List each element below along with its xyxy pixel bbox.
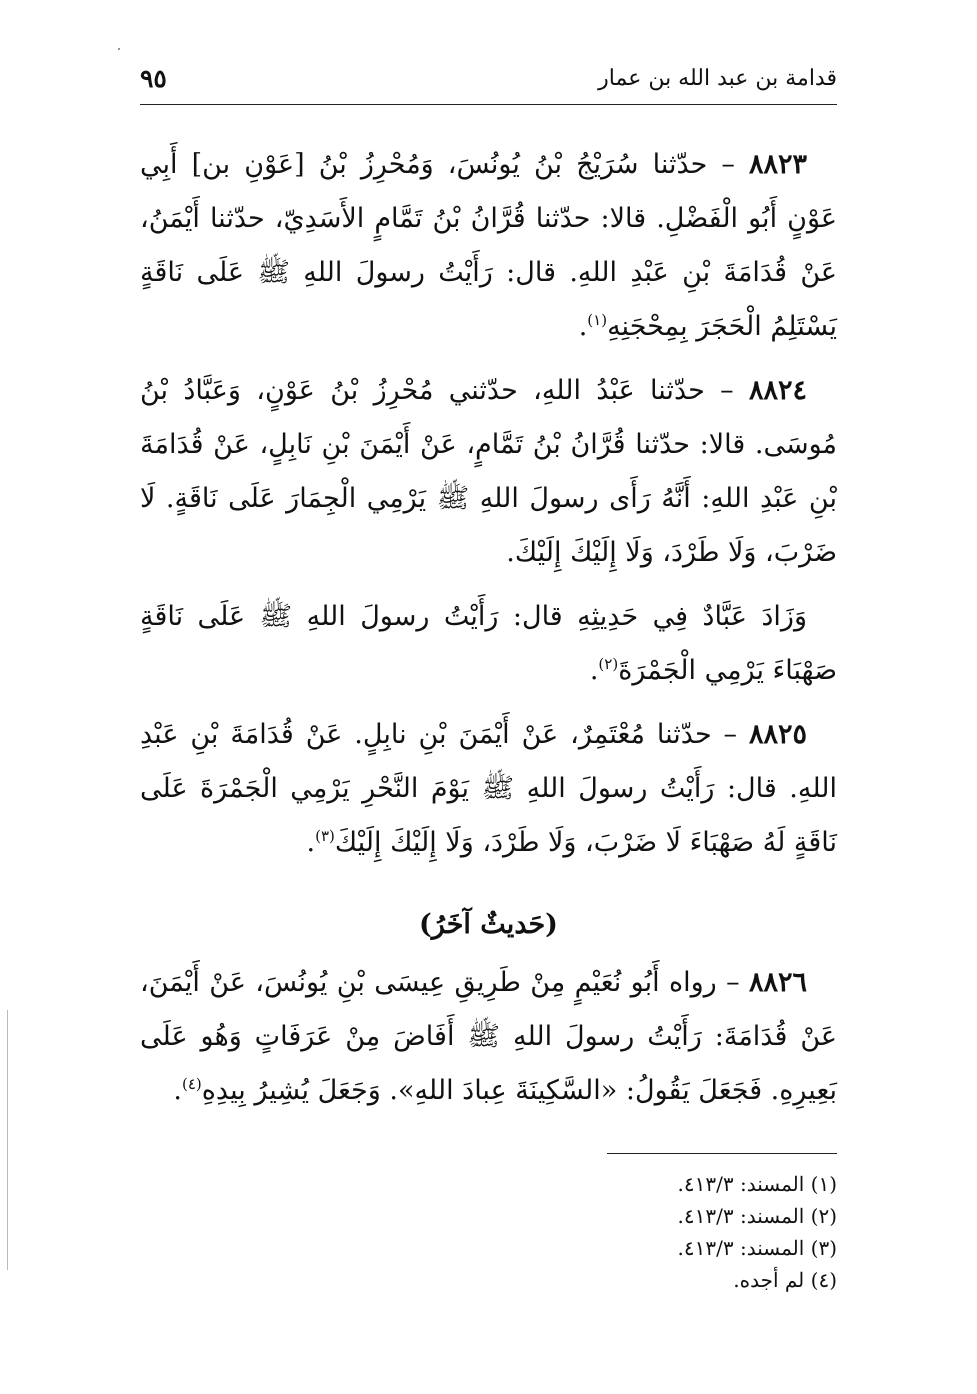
end-mark: . xyxy=(173,1075,182,1106)
hadith-paragraph xyxy=(140,364,837,580)
section-title: (حَديثٌ آخَرُ) xyxy=(419,909,558,940)
footnote-rule xyxy=(607,1153,837,1154)
hadith-text: – حدّثنا مُعْتَمِرٌ، عَنْ أَيْمَنَ بْنِ نابِلٍ. عَنْ قُدَامَةَ بْنِ عَبْدِ اللهِ. قال: رَأَيْتُ رسولَ اللهِ ﷺ يَوْمَ النَّحْرِ يَرْمِي الْجَمْرَةَ عَلَى نَاقَةٍ لَهُ صَهْبَاءَ لَا ضَرْبَ، وَلَا طَرْدَ، وَلَا إِلَيْكَ إِلَيْكَ xyxy=(140,719,837,858)
hadith-number: ٨٨٢٥ xyxy=(748,719,807,750)
footnote: (١) المسند: ٤١٣/٣. xyxy=(677,1172,837,1196)
end-mark: . xyxy=(306,827,316,858)
footnote: (٢) المسند: ٤١٣/٣. xyxy=(677,1204,837,1228)
hadith-paragraph xyxy=(140,956,837,1118)
footnote-reference: (٤) xyxy=(182,1075,202,1093)
main-text xyxy=(140,138,837,1128)
header-rule xyxy=(140,104,837,105)
footnote-reference: (٢) xyxy=(598,655,619,673)
hadith-addition-paragraph xyxy=(140,590,837,698)
hadith-number: ٨٨٢٤ xyxy=(749,375,808,406)
footnote: (٤) لم أجده. xyxy=(733,1268,837,1292)
footnote: (٣) المسند: ٤١٣/٣. xyxy=(677,1236,837,1260)
page-number: ٩٥ xyxy=(140,63,167,93)
footnotes xyxy=(140,1168,837,1296)
hadith-paragraph xyxy=(140,138,837,354)
running-title: قدامة بن عبد الله بن عمار xyxy=(598,65,837,91)
hadith-text: – حدّثنا عَبْدُ اللهِ، حدّثني مُحْرِزُ بْنُ عَوْنٍ، وَعَبَّادُ بْنُ مُوسَى. قالا: حدّثنا قُرَّانُ بْنُ تَمَّامٍ، عَنْ أَيْمَنَ بْنِ نَابِلٍ، عَنْ قُدَامَةَ بْنِ عَبْدِ اللهِ: أَنَّهُ رَأَى رسولَ اللهِ ﷺ يَرْمِي الْجِمَارَ عَلَى نَاقَةٍ. لَا ضَرْبَ، وَلَا طَرْدَ، وَلَا إِلَيْكَ إِلَيْكَ. xyxy=(140,375,837,568)
end-mark: . xyxy=(578,311,588,342)
scan-edge-line xyxy=(7,1010,8,1270)
hadith-text: – حدّثنا سُرَيْجُ بْنُ يُونُسَ، وَمُحْرِزُ بْنُ [عَوْنِ بن] أَبِي عَوْنٍ أَبُو الْفَضْلِ. قالا: حدّثنا قُرَّانُ بْنُ تَمَّامٍ الأَسَدِيّ، حدّثنا أَيْمَنُ، عَنْ قُدَامَةَ بْنِ عَبْدِ اللهِ. قال: رَأَيْتُ رسولَ اللهِ ﷺ عَلَى نَاقَةٍ يَسْتَلِمُ الْحَجَرَ بِمِحْجَنِهِ xyxy=(140,149,837,342)
hadith-text: وَزَادَ عَبَّادٌ فِي حَدِيثِهِ قال: رَأَيْتُ رسولَ اللهِ ﷺ عَلَى نَاقَةٍ صَهْبَاءَ يَرْمِي الْجَمْرَةَ xyxy=(140,601,837,686)
hadith-text: – رواه أَبُو نُعَيْمٍ مِنْ طَرِيقِ عِيسَى بْنِ يُونُسَ، عَنْ أَيْمَنَ، عَنْ قُدَامَةَ: رَأَيْتُ رسولَ اللهِ ﷺ أَفَاضَ مِنْ عَرَفَاتٍ وَهُو عَلَى بَعِيرِهِ. فَجَعَلَ يَقُولُ: «السَّكِينَةَ عِبادَ اللهِ». وَجَعَلَ يُشِيرُ بِيدِهِ xyxy=(140,967,837,1106)
footnote-reference: (٣) xyxy=(315,827,335,845)
scan-mark xyxy=(118,48,120,50)
hadith-paragraph xyxy=(140,708,837,870)
footnote-reference: (١) xyxy=(587,311,608,329)
end-mark: . xyxy=(589,655,599,686)
page-header xyxy=(140,58,837,98)
hadith-number: ٨٨٢٣ xyxy=(748,149,807,180)
hadith-number: ٨٨٢٦ xyxy=(748,967,807,998)
